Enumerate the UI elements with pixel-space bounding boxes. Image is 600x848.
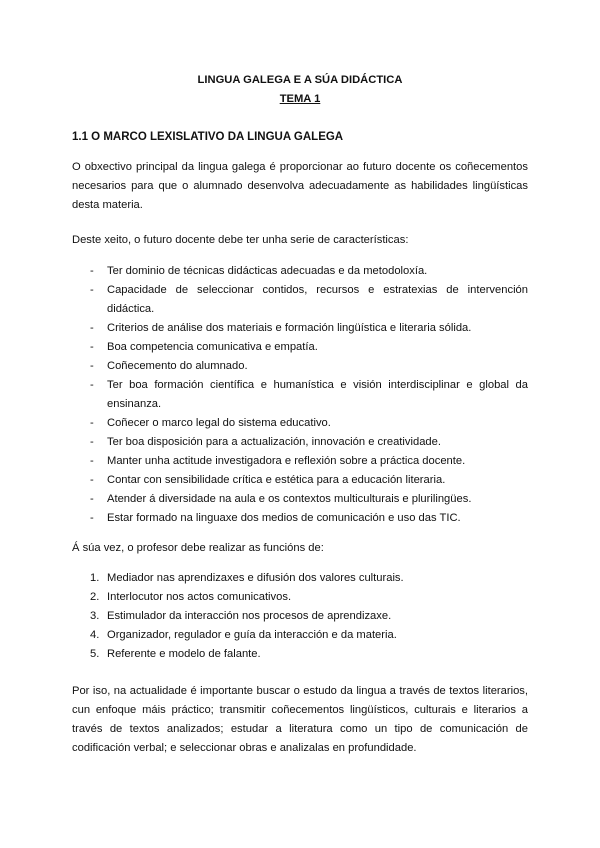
- closing-paragraph: Por iso, na actualidade é importante buscar o estudo da lingua a través de textos literarios, cun enfoque máis práctico; transmitir coñecementos lingüísticos, culturais e literarios a través de textos analizados; estudar a literatura como un tipo de comunicación de codificación verbal; e seleccionar obras e analizalas en profundidade.: [72, 685, 528, 754]
- list-item-text: Criterios de análise dos materiais e formación lingüística e literaria sólida.: [107, 322, 472, 334]
- list-item-text: Interlocutor nos actos comunicativos.: [107, 591, 292, 603]
- list-item: [72, 626, 528, 645]
- list-item: [72, 414, 528, 433]
- dash-marker: -: [90, 341, 94, 353]
- dash-marker: -: [90, 436, 94, 448]
- list-number: 3.: [90, 610, 100, 622]
- list-item: [72, 471, 528, 490]
- list-item: [72, 452, 528, 471]
- document-subtitle: [0, 90, 600, 109]
- list-item: [72, 433, 528, 452]
- list-item-text: Ter boa formación científica e humanística e visión interdisciplinar e global da ensinanza.: [107, 379, 528, 410]
- list-item-text: Mediador nas aprendizaxes e difusión dos valores culturais.: [107, 572, 404, 584]
- list-item-text: Estar formado na linguaxe dos medios de comunicación e uso das TIC.: [107, 512, 461, 524]
- list-item: [72, 569, 528, 588]
- list-item-text: Coñecemento do alumnado.: [107, 360, 248, 372]
- list-number: 2.: [90, 591, 100, 603]
- dash-marker: -: [90, 455, 94, 467]
- characteristics-intro: Deste xeito, o futuro docente debe ter unha serie de características:: [72, 234, 409, 246]
- dash-marker: -: [90, 322, 94, 334]
- dash-marker: -: [90, 379, 94, 391]
- dash-marker: -: [90, 360, 94, 372]
- list-item-text: Organizador, regulador e guía da interacción e da materia.: [107, 629, 397, 641]
- list-item-text: Capacidade de seleccionar contidos, recursos e estratexias de intervención didáctica.: [107, 284, 528, 315]
- list-item: [72, 645, 528, 664]
- dash-marker: -: [90, 265, 94, 277]
- list-number: 5.: [90, 648, 100, 660]
- list-item-text: Estimulador da interacción nos procesos de aprendizaxe.: [107, 610, 392, 622]
- list-item-text: Atender á diversidade na aula e os contextos multiculturais e plurilingües.: [107, 493, 472, 505]
- list-item-text: Ter dominio de técnicas didácticas adecuadas e da metodoloxía.: [107, 265, 428, 277]
- dash-marker: -: [90, 284, 94, 296]
- list-item-text: Contar con sensibilidade crítica e estética para a educación literaria.: [107, 474, 446, 486]
- functions-list: [72, 569, 528, 664]
- list-item: [72, 357, 528, 376]
- list-item: [72, 607, 528, 626]
- subtitle-text: TEMA 1: [279, 93, 321, 105]
- list-item-text: Manter unha actitude investigadora e reflexión sobre a práctica docente.: [107, 455, 466, 467]
- list-item-text: Boa competencia comunicativa e empatía.: [107, 341, 318, 353]
- dash-marker: -: [90, 493, 94, 505]
- list-item-text: Coñecer o marco legal do sistema educativo.: [107, 417, 331, 429]
- list-item: [72, 490, 528, 509]
- characteristics-list: [72, 262, 528, 528]
- list-item: [72, 281, 528, 319]
- functions-intro: Á súa vez, o profesor debe realizar as funcións de:: [72, 542, 324, 554]
- list-item: [72, 338, 528, 357]
- list-item: [72, 509, 528, 528]
- list-item-text: Referente e modelo de falante.: [107, 648, 261, 660]
- section-heading: 1.1 O MARCO LEXISLATIVO DA LINGUA GALEGA: [72, 131, 344, 143]
- list-item: [72, 376, 528, 414]
- dash-marker: -: [90, 417, 94, 429]
- list-number: 1.: [90, 572, 100, 584]
- list-item: [72, 319, 528, 338]
- intro-paragraph: O obxectivo principal da lingua galega é proporcionar ao futuro docente os coñecementos necesarios para que o alumnado desenvolva adecuadamente as habilidades lingüísticas desta materia.: [72, 161, 528, 211]
- list-number: 4.: [90, 629, 100, 641]
- list-item: [72, 262, 528, 281]
- dash-marker: -: [90, 512, 94, 524]
- list-item-text: Ter boa disposición para a actualización, innovación e creatividade.: [107, 436, 441, 448]
- dash-marker: -: [90, 474, 94, 486]
- list-item: [72, 588, 528, 607]
- document-title: LINGUA GALEGA E A SÚA DIDÁCTICA: [197, 74, 403, 86]
